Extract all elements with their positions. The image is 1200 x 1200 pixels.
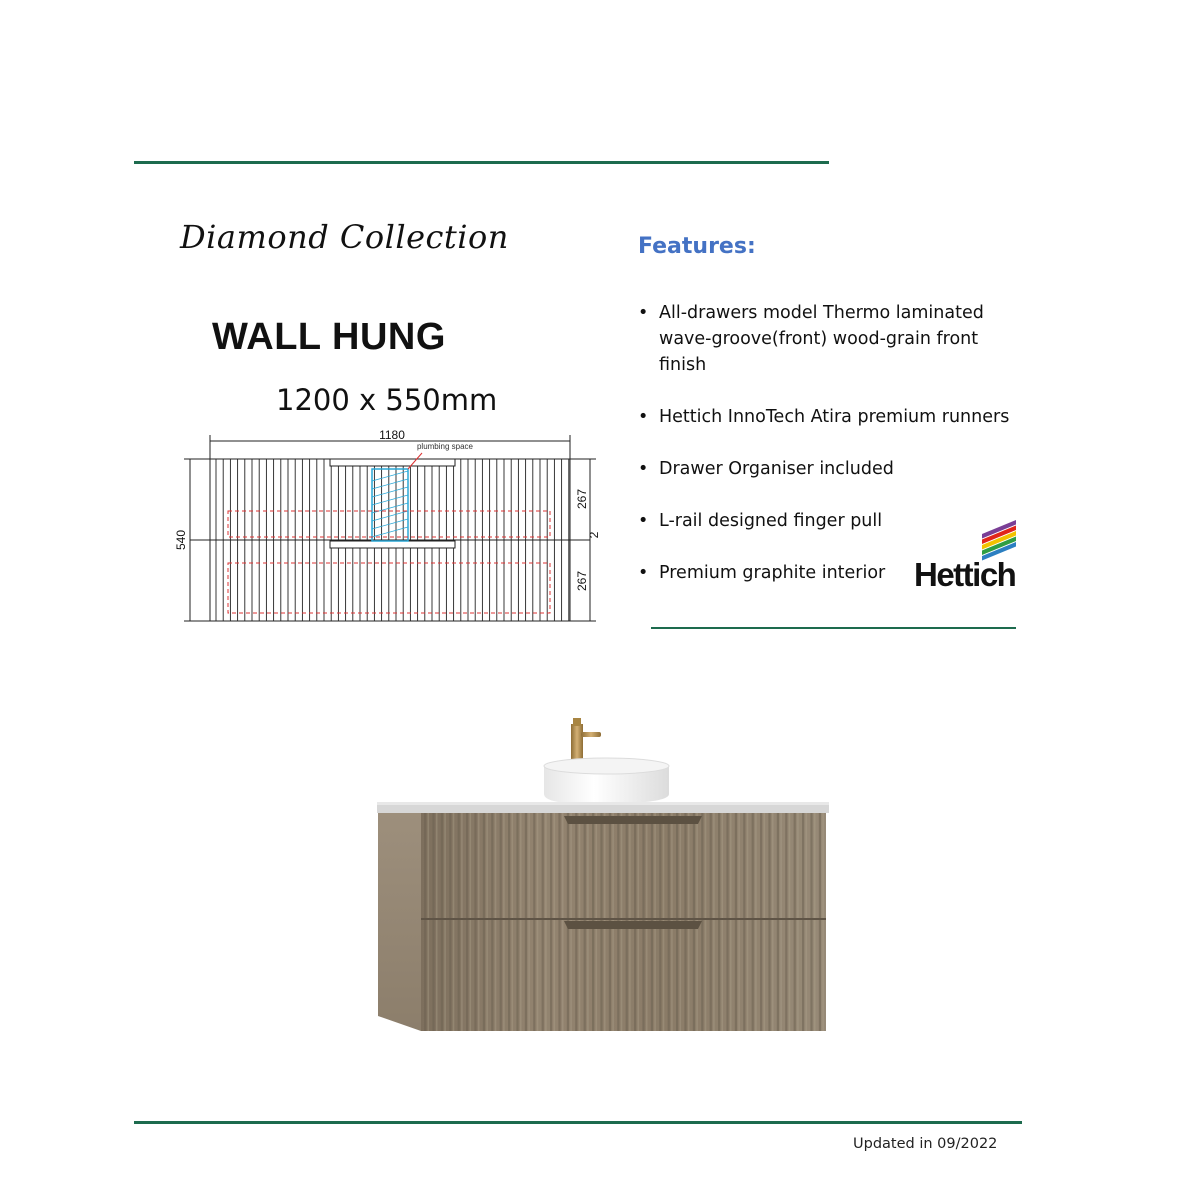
- groove-highlight: [797, 813, 799, 1031]
- top-divider: [134, 161, 829, 164]
- groove-highlight: [503, 813, 505, 1031]
- groove: [558, 813, 560, 1031]
- groove-highlight: [486, 813, 488, 1031]
- plumbing-hatch: [372, 511, 408, 521]
- groove: [449, 813, 451, 1031]
- groove: [525, 813, 527, 1031]
- groove-highlight: [528, 813, 530, 1031]
- feature-text: L-rail designed finger pull: [659, 511, 883, 531]
- drawer-handle: [564, 921, 702, 929]
- logo-stripes: [982, 520, 1016, 561]
- groove: [474, 813, 476, 1031]
- cabinet: [378, 813, 826, 1031]
- width-dimension-label: 1180: [379, 428, 405, 442]
- groove: [810, 813, 812, 1031]
- plumbing-hatch: [372, 527, 408, 537]
- features-heading: Features:: [638, 234, 756, 259]
- plumbing-hatch: [372, 495, 408, 505]
- groove: [743, 813, 745, 1031]
- groove-highlight: [814, 813, 816, 1031]
- plumbing-hatch: [372, 479, 408, 489]
- feature-text: Drawer Organiser included: [659, 459, 894, 479]
- groove: [768, 813, 770, 1031]
- updated-date: Updated in 09/2022: [853, 1136, 998, 1152]
- groove-highlight: [738, 813, 740, 1031]
- groove: [533, 813, 535, 1031]
- groove-highlight: [478, 813, 480, 1031]
- bottom-drawer-height-label: 267: [575, 570, 589, 592]
- groove-highlight: [461, 813, 463, 1031]
- feature-text: All-drawers model Thermo laminated wave-groove(front) wood-grain front finish: [659, 303, 984, 375]
- finger-pull: [330, 459, 455, 466]
- groove: [785, 813, 787, 1031]
- bullet-icon: •: [638, 563, 649, 583]
- bottom-divider: [134, 1121, 1022, 1124]
- plumbing-space-label: plumbing space: [416, 442, 474, 451]
- model-title: WALL HUNG: [212, 316, 446, 358]
- feature-text: Premium graphite interior: [659, 563, 886, 583]
- groove: [516, 813, 518, 1031]
- bullet-icon: •: [638, 407, 649, 427]
- groove: [718, 813, 720, 1031]
- groove-highlight: [562, 813, 564, 1031]
- feature-item: [638, 404, 1028, 430]
- bullet-icon: •: [638, 511, 649, 531]
- groove-highlight: [428, 813, 430, 1031]
- groove-highlight: [537, 813, 539, 1031]
- groove: [735, 813, 737, 1031]
- groove-highlight: [722, 813, 724, 1031]
- groove: [777, 813, 779, 1031]
- bullet-icon: •: [638, 303, 649, 323]
- logo-wordmark: Hettich: [914, 556, 1016, 592]
- plumbing-hatch: [372, 519, 408, 529]
- technical-drawing: [170, 425, 620, 630]
- groove: [752, 813, 754, 1031]
- groove-highlight: [705, 813, 707, 1031]
- groove-highlight: [512, 813, 514, 1031]
- top-drawer-height-label: 267: [575, 488, 589, 510]
- groove: [458, 813, 460, 1031]
- finger-pull: [330, 541, 455, 548]
- groove: [550, 813, 552, 1031]
- groove-highlight: [495, 813, 497, 1031]
- groove-highlight: [520, 813, 522, 1031]
- benchtop: [377, 802, 829, 813]
- groove: [701, 813, 703, 1031]
- groove: [491, 813, 493, 1031]
- groove-highlight: [436, 813, 438, 1031]
- groove-highlight: [453, 813, 455, 1031]
- brand-name: Diamond Collection: [180, 218, 509, 256]
- plumbing-hatch: [372, 487, 408, 497]
- groove-highlight: [444, 813, 446, 1031]
- groove-highlight: [789, 813, 791, 1031]
- groove-highlight: [806, 813, 808, 1031]
- dimensions-text: 1200 x 550mm: [276, 383, 498, 417]
- groove: [424, 813, 426, 1031]
- groove-highlight: [772, 813, 774, 1031]
- drawer-handle: [564, 816, 702, 824]
- features-divider: [651, 627, 1016, 629]
- drawing-geometry: [184, 435, 596, 621]
- groove-highlight: [755, 813, 757, 1031]
- groove-highlight: [764, 813, 766, 1031]
- groove-highlight: [470, 813, 472, 1031]
- groove-highlight: [747, 813, 749, 1031]
- gap-label: 2: [587, 531, 601, 539]
- groove: [466, 813, 468, 1031]
- hettich-logo: [912, 518, 1030, 592]
- product-image: [372, 718, 834, 1040]
- feature-text: Hettich InnoTech Atira premium runners: [659, 407, 1010, 427]
- groove-highlight: [730, 813, 732, 1031]
- groove-highlight: [780, 813, 782, 1031]
- groove: [542, 813, 544, 1031]
- groove: [508, 813, 510, 1031]
- groove-highlight: [554, 813, 556, 1031]
- groove: [794, 813, 796, 1031]
- plumbing-hatch: [372, 471, 408, 481]
- groove: [432, 813, 434, 1031]
- basin: [544, 758, 669, 804]
- height-dimension-label: 540: [174, 529, 188, 551]
- groove-highlight: [713, 813, 715, 1031]
- groove: [802, 813, 804, 1031]
- groove: [710, 813, 712, 1031]
- groove: [819, 813, 821, 1031]
- groove: [760, 813, 762, 1031]
- feature-item: [638, 456, 1028, 482]
- bullet-icon: •: [638, 459, 649, 479]
- groove: [483, 813, 485, 1031]
- feature-item: [638, 300, 1028, 378]
- groove: [726, 813, 728, 1031]
- groove-highlight: [822, 813, 824, 1031]
- groove: [500, 813, 502, 1031]
- groove-highlight: [545, 813, 547, 1031]
- groove: [441, 813, 443, 1031]
